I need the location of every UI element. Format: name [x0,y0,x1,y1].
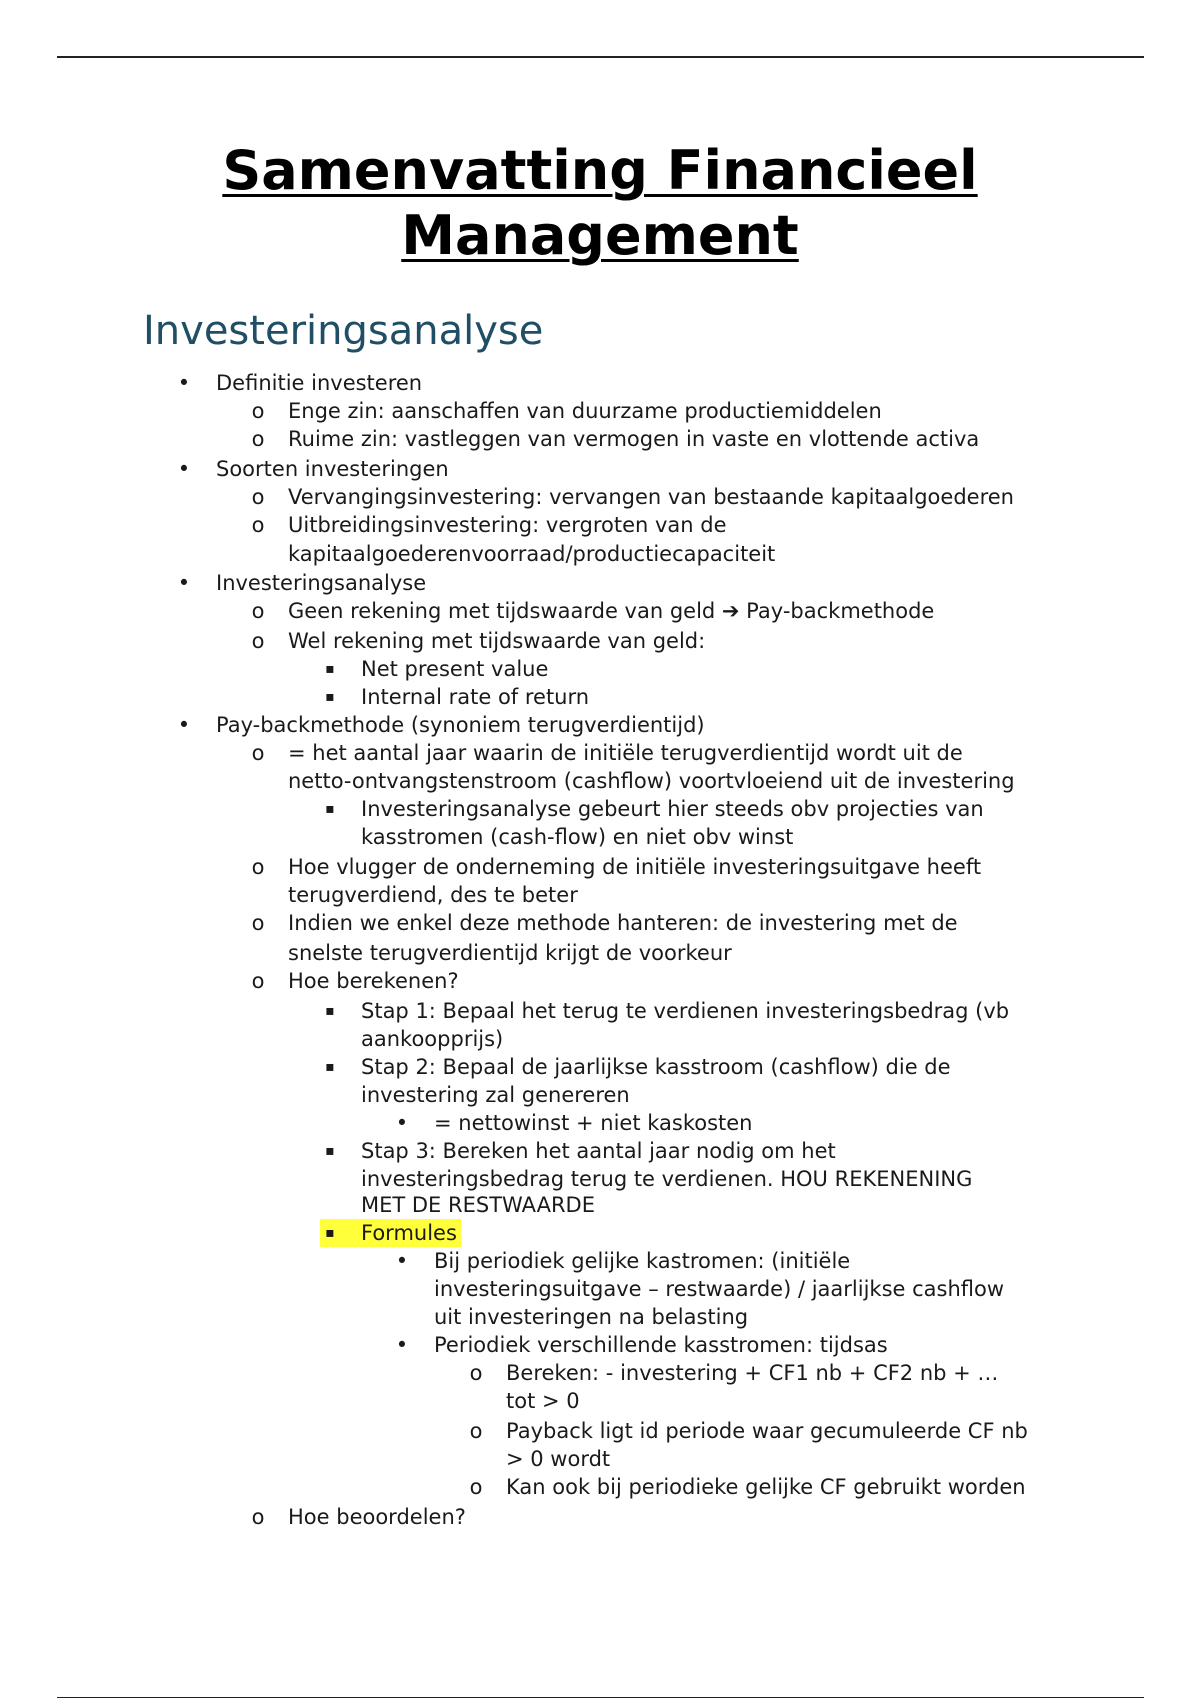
list-item: Definitie investeren [216,371,423,395]
list-item: Indien we enkel deze methode hanteren: de investering met de [288,911,958,935]
disc-bullet: • [177,571,191,595]
list-item: Stap 3: Bereken het aantal jaar nodig om het [361,1139,836,1163]
list-item: Enge zin: aanschaffen van duurzame productiemiddelen [288,399,882,423]
list-item: Payback ligt id periode waar gecumuleerde CF nb [506,1419,1028,1443]
list-item-continuation: investeringsuitgave – restwaarde) / jaarlijkse cashflow [434,1277,1005,1301]
circle-bullet: o [469,1419,483,1443]
circle-bullet: o [251,855,265,879]
circle-bullet: o [251,741,265,765]
list-item: Pay-backmethode (synoniem terugverdientijd) [216,713,705,737]
list-item: Ruime zin: vastleggen van vermogen in vaste en vlottende activa [288,427,980,451]
list-item: Investeringsanalyse gebeurt hier steeds obv projecties van [361,797,984,821]
section-heading: Investeringsanalyse [143,308,544,354]
top-rule [57,56,1144,58]
list-item: Bereken: - investering + CF1 nb + CF2 nb + … [506,1361,999,1385]
list-item: Vervangingsinvestering: vervangen van bestaande kapitaalgoederen [288,485,1014,509]
list-item-continuation: netto-ontvangstenstroom (cashflow) voortvloeiend uit de investering [288,769,1015,793]
circle-bullet: o [251,969,265,993]
disc-bullet: • [177,457,191,481]
list-item-continuation: investering zal genereren [361,1083,630,1107]
list-item: Net present value [361,657,549,681]
list-item: Internal rate of return [361,685,590,709]
square-bullet: ▪ [325,1003,335,1019]
circle-bullet: o [469,1361,483,1385]
list-item: = nettowinst + niet kaskosten [434,1111,753,1135]
circle-bullet: o [251,1505,265,1529]
list-item-continuation: tot > 0 [506,1389,580,1413]
list-item: Wel rekening met tijdswaarde van geld: [288,629,706,653]
square-bullet: ▪ [325,1059,335,1075]
list-item: Stap 2: Bepaal de jaarlijkse kasstroom (cashflow) die de [361,1055,951,1079]
document-title [0,138,1200,268]
circle-bullet: o [251,399,265,423]
list-item-continuation: investeringsbedrag terug te verdienen. HOU REKENENING [361,1167,973,1191]
list-item: Periodiek verschillende kasstromen: tijdsas [434,1333,888,1357]
square-bullet: ▪ [325,689,335,705]
title-line-2: Management [401,204,799,267]
circle-bullet: o [251,911,265,935]
circle-bullet: o [251,599,265,623]
circle-bullet: o [251,629,265,653]
title-line-1: Samenvatting Financieel [222,139,978,202]
disc-bullet: • [395,1333,409,1357]
list-item: Geen rekening met tijdswaarde van geld ➔ Pay-backmethode [288,599,935,623]
disc-bullet: • [395,1249,409,1273]
circle-bullet: o [251,485,265,509]
disc-bullet: • [177,713,191,737]
list-item: = het aantal jaar waarin de initiële terugverdientijd wordt uit de [288,741,963,765]
list-item-continuation: uit investeringen na belasting [434,1305,749,1329]
bottom-rule [57,1697,1144,1698]
list-item: Uitbreidingsinvestering: vergroten van de [288,513,727,537]
circle-bullet: o [469,1475,483,1499]
square-bullet: ▪ [325,801,335,817]
list-item: Soorten investeringen [216,457,449,481]
highlighted-list-item: Formules [340,1219,461,1247]
list-item: Kan ook bij periodieke gelijke CF gebruikt worden [506,1475,1026,1499]
disc-bullet: • [395,1111,409,1135]
list-item-continuation: kasstromen (cash-flow) en niet obv winst [361,825,794,849]
list-item: Hoe vlugger de onderneming de initiële investeringsuitgave heeft [288,855,982,879]
list-item: Stap 1: Bepaal het terug te verdienen investeringsbedrag (vb [361,999,1010,1023]
square-bullet: ▪ [320,1219,340,1247]
disc-bullet: • [177,371,191,395]
square-bullet: ▪ [325,661,335,677]
list-item-continuation: > 0 wordt [506,1447,611,1471]
circle-bullet: o [251,513,265,537]
list-item-continuation: terugverdiend, des te beter [288,883,578,907]
list-item: Hoe beoordelen? [288,1505,466,1529]
list-item-continuation: kapitaalgoederenvoorraad/productiecapaciteit [288,542,776,566]
list-item-continuation: snelste terugverdientijd krijgt de voorkeur [288,941,732,965]
square-bullet: ▪ [325,1143,335,1159]
list-item: Investeringsanalyse [216,571,427,595]
circle-bullet: o [251,427,265,451]
list-item-continuation: aankoopprijs) [361,1027,504,1051]
list-item-continuation: MET DE RESTWAARDE [361,1193,595,1217]
list-item: Bij periodiek gelijke kastromen: (initiële [434,1249,851,1273]
list-item: Hoe berekenen? [288,969,459,993]
